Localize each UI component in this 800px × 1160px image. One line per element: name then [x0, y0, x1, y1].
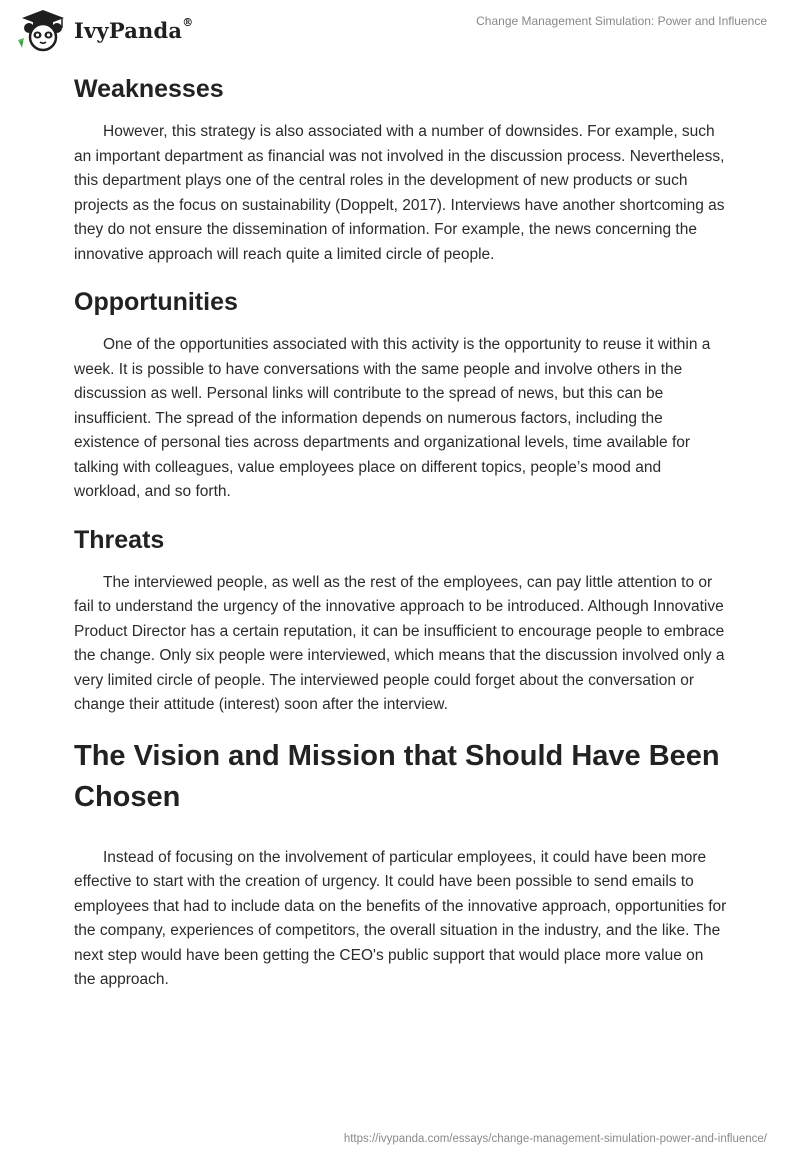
paragraph-vision-mission: Instead of focusing on the involvement of particular employees, it could have been more effective to start with the creation of urgency. It could have been possible to send emails to employees that had to include data on the benefits of the innovative approach, opportunities for the company, experiences of competitors, the overall situation in the industry, and the like. The next step would have been getting the CEO's public support that would place more value on the approach. [74, 848, 727, 988]
brand-logo[interactable] [14, 8, 193, 52]
section-heading-threats: Threats [74, 525, 165, 554]
page-header [0, 0, 800, 60]
article-body [74, 72, 728, 993]
paragraph-opportunities: One of the opportunities associated with this activity is the opportunity to reuse it within a week. It is possible to have conversations with the same people and involve others in the discussion as well. Personal links will contribute to the spread of news, but this can be insufficient. The spread of the information depends on numerous factors, including the existence of personal ties across departments and organizational levels, time available for talking with colleagues, value employees place on different topics, people’s mood and workload, and so forth. [74, 336, 711, 500]
document-title: Change Management Simulation: Power and Influence [476, 14, 767, 28]
paragraph-threats: The interviewed people, as well as the rest of the employees, can pay little attention to or fail to understand the urgency of the innovative approach to be introduced. Although Innovative Product Director has a certain reputation, it can be insufficient to encourage people to embrace the change. Only six people were interviewed, which means that the discussion involved only a very limited circle of people. The interviewed people could forget about the conversation or change their attitude (interest) soon after the interview. [74, 573, 725, 713]
brand-name: IvyPanda® [74, 15, 194, 43]
section-heading-opportunities: Opportunities [74, 288, 238, 316]
section-heading-weaknesses: Weaknesses [74, 75, 224, 103]
section-heading-vision-mission: The Vision and Mission that Should Have Been Chosen [74, 739, 720, 813]
paragraph-weaknesses: However, this strategy is also associated with a number of downsides. For example, such an important department as financial was not involved in the discussion process. Nevertheless, this department plays one of the central roles in the development of new products or such projects as the focus on sustainability (Doppelt, 2017). Interviews have another shortcoming as they do not ensure the dissemination of information. For example, the news concerning the innovative approach will reach quite a limited circle of people. [74, 123, 725, 263]
registered-mark: ® [182, 15, 194, 29]
panda-logo-icon [14, 8, 72, 52]
source-url[interactable]: https://ivypanda.com/essays/change-management-simulation-power-and-influence/ [343, 1133, 767, 1145]
